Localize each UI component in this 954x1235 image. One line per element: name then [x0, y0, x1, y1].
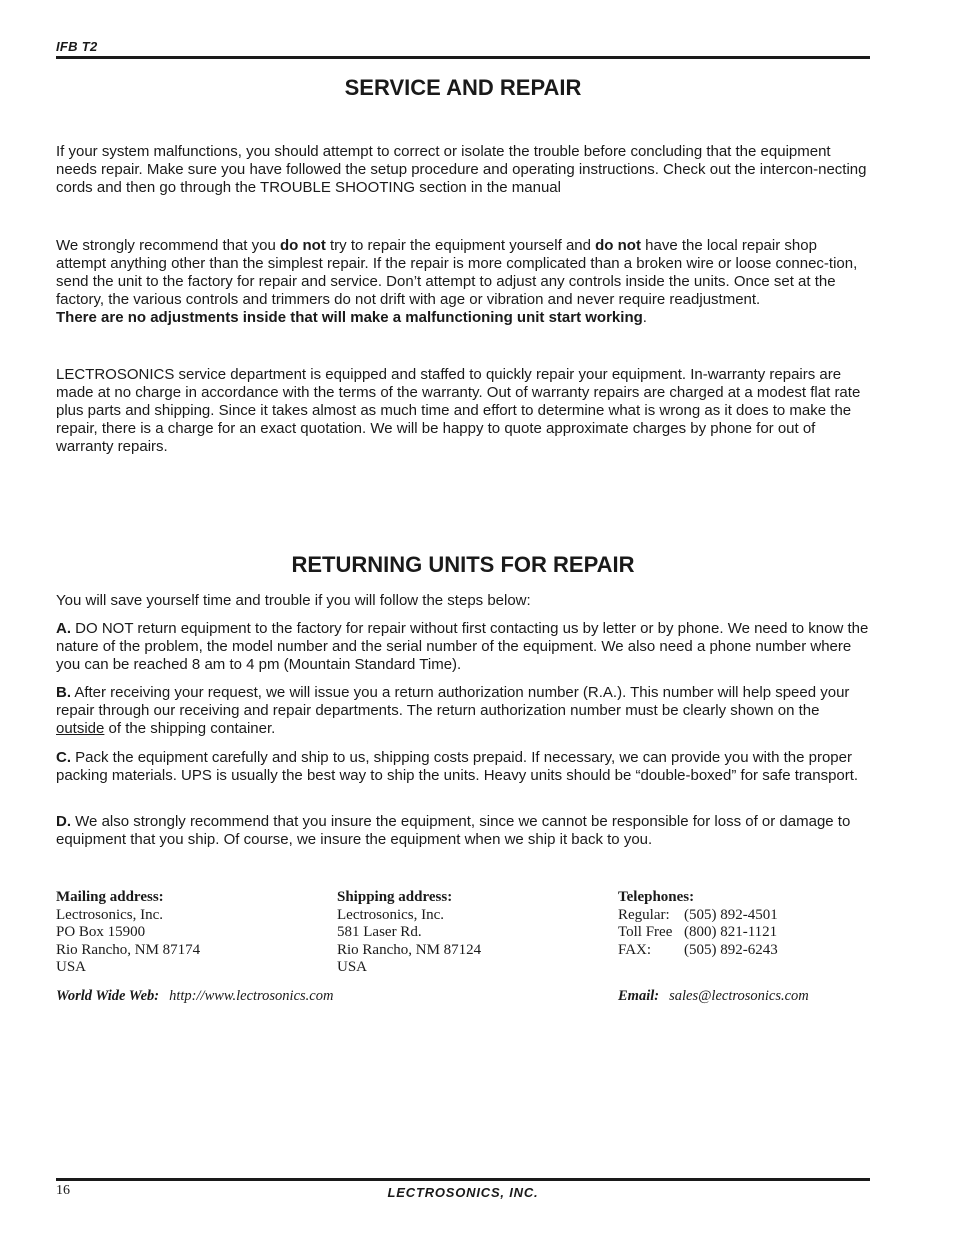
- website-line: [56, 988, 333, 1005]
- step-d: D. We also strongly recommend that you insure the equipment, since we cannot be responsible for loss of or damage to equipment that you ship. Of course, we insure the equipment when we ship it back to you.: [56, 813, 851, 848]
- website-label: World Wide Web:: [56, 988, 160, 1004]
- shipping-line: Rio Rancho, NM 87124: [337, 941, 482, 958]
- shipping-address-title: Shipping address:: [337, 889, 453, 905]
- email-label: Email:: [618, 988, 660, 1004]
- phone-row-regular: Regular: (505) 892-4501: [618, 906, 778, 923]
- step-b: B. After receiving your request, we will issue you a return authorization number (R.A.). This number will help speed your repair through our receiving and repair departments. The return authorization number must be clearly shown on the outside of the shipping container.: [56, 684, 850, 737]
- phone-row-toll-free: Toll Free (800) 821-1121: [618, 924, 778, 940]
- telephones-block: [618, 889, 870, 959]
- website-url[interactable]: http://www.lectrosonics.com: [169, 988, 334, 1004]
- service-paragraph-2: We strongly recommend that you do not try to repair the equipment yourself and do not have the local repair shop attempt anything other than the simplest repair. If the repair is more complicated than a broken wire or loose connec-tion, send the unit to the factory for repair and service. Don’t attempt to adjust any controls inside the units. Once set at the factory, the various controls and trimmers do not drift with age or vibration and never require readjustment. There are no adjustments inside that will make a malfunctioning unit start working.: [56, 237, 858, 326]
- phone-row-fax: FAX: (505) 892-6243: [618, 941, 778, 958]
- service-paragraph-1: If your system malfunctions, you should attempt to correct or isolate the trouble before concluding that the equipment needs repair. Make sure you have followed the setup procedure and operating instructions. Check out the intercon-necting cords and then go through the TROUBLE SHOOTING section in the manual: [56, 143, 867, 196]
- shipping-line: Lectrosonics, Inc.: [337, 906, 445, 923]
- mailing-line: PO Box 15900: [56, 924, 146, 940]
- returning-title: RETURNING UNITS FOR REPAIR: [291, 552, 635, 577]
- document-header-label: IFB T2: [56, 39, 98, 54]
- step-a: A. DO NOT return equipment to the factory for repair without first contacting us by letter or by phone. We need to know the nature of the problem, the model number and the serial number of the equipment. We also need a phone number where you can be reached 8 am to 4 pm (Mountain Standard Time).: [56, 620, 869, 673]
- telephones-title: Telephones:: [618, 889, 695, 905]
- shipping-address-block: [337, 889, 607, 977]
- header-rule: [56, 56, 870, 59]
- mailing-address-title: Mailing address:: [56, 889, 164, 905]
- mailing-address-block: [56, 889, 326, 977]
- shipping-line: 581 Laser Rd.: [337, 924, 422, 940]
- service-title: SERVICE AND REPAIR: [344, 75, 582, 100]
- mailing-line: USA: [56, 959, 87, 975]
- step-c: C. Pack the equipment carefully and ship to us, shipping costs prepaid. If necessary, we can provide you with the proper packing materials. UPS is usually the best way to ship the units. Heavy units should be “double-boxed” for safe transport.: [56, 749, 859, 784]
- page-number: 16: [56, 1183, 70, 1198]
- email-line: [618, 988, 809, 1005]
- returning-intro: You will save yourself time and trouble if you will follow the steps below:: [56, 592, 531, 609]
- no-adjustments-warning: There are no adjustments inside that will make a malfunctioning unit start working: [56, 309, 643, 326]
- footer-rule: [56, 1178, 870, 1181]
- email-address[interactable]: sales@lectrosonics.com: [669, 988, 809, 1004]
- mailing-line: Rio Rancho, NM 87174: [56, 941, 201, 958]
- shipping-line: USA: [337, 959, 368, 975]
- service-paragraph-3: LECTROSONICS service department is equipped and staffed to quickly repair your equipment. In-warranty repairs are made at no charge in accordance with the terms of the warranty. Out of warranty repairs are charged at a modest flat rate plus parts and shipping. Since it takes almost as much time and effort to determine what is wrong as it does to make the repair, there is a charge for an exact quotation. We will be happy to quote approximate charges by phone for out of warranty repairs.: [56, 366, 861, 455]
- mailing-line: Lectrosonics, Inc.: [56, 906, 164, 923]
- footer-company: LECTROSONICS, INC.: [387, 1185, 539, 1200]
